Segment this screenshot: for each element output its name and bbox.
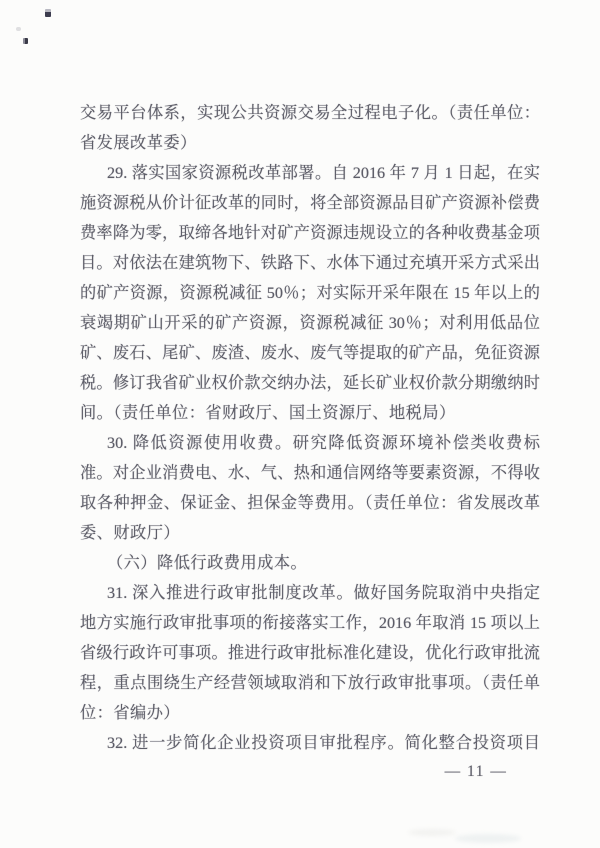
text-line: 位：省编办） xyxy=(80,704,181,722)
text-line: 施资源税从价计征改革的同时，将全部资源品目矿产资源补偿费 xyxy=(80,194,540,212)
text-line: 委、财政厅） xyxy=(80,524,181,542)
text-line: 费率降为零，取缔各地针对矿产资源违规设立的各种收费基金项 xyxy=(80,224,540,242)
text-line: 目。对依法在建筑物下、铁路下、水体下通过充填开采方式采出 xyxy=(80,254,540,272)
text-line: 程，重点围绕生产经营领域取消和下放行政审批事项。（责任单 xyxy=(80,674,540,692)
text-line: 30. 降低资源使用收费。研究降低资源环境补偿类收费标 xyxy=(107,434,540,452)
text-line: 的矿产资源，资源税减征 50％；对实际开采年限在 15 年以上的 xyxy=(80,284,540,302)
text-line: 31. 深入推进行政审批制度改革。做好国务院取消中央指定 xyxy=(107,584,540,602)
text-line: （六）降低行政费用成本。 xyxy=(107,554,308,572)
text-line: 衰竭期矿山开采的矿产资源，资源税减征 30％；对利用低品位 xyxy=(80,314,540,332)
text-line: 29. 落实国家资源税改革部署。自 2016 年 7 月 1 日起，在实 xyxy=(107,164,540,182)
text-line: 32. 进一步简化企业投资项目审批程序。简化整合投资项目 xyxy=(107,734,540,752)
page-number: — 11 — xyxy=(444,763,508,780)
text-line: 交易平台体系，实现公共资源交易全过程电子化。（责任单位： xyxy=(80,104,540,122)
document-body xyxy=(80,98,540,758)
text-line: 省级行政许可事项。推进行政审批标准化建设，优化行政审批流 xyxy=(80,644,540,662)
text-line: 地方实施行政审批事项的衔接落实工作，2016 年取消 15 项以上 xyxy=(80,614,540,632)
scan-smudge xyxy=(455,834,521,843)
text-line: 矿、废石、尾矿、废渣、废水、废气等提取的矿产品，免征资源 xyxy=(80,344,540,362)
text-line: 间。（责任单位：省财政厅、国土资源厅、地税局） xyxy=(80,404,456,422)
scan-smudge xyxy=(408,829,456,836)
text-line: 税。修订我省矿业权价款交纳办法，延长矿业权价款分期缴纳时 xyxy=(80,374,540,392)
text-line: 准。对企业消费电、水、气、热和通信网络等要素资源，不得收 xyxy=(80,464,540,482)
text-line: 省发展改革委） xyxy=(80,134,197,152)
scan-speck xyxy=(23,38,28,44)
scan-speck xyxy=(16,27,21,31)
text-line: 取各种押金、保证金、担保金等费用。（责任单位：省发展改革 xyxy=(80,494,540,512)
scan-speck xyxy=(45,9,51,17)
